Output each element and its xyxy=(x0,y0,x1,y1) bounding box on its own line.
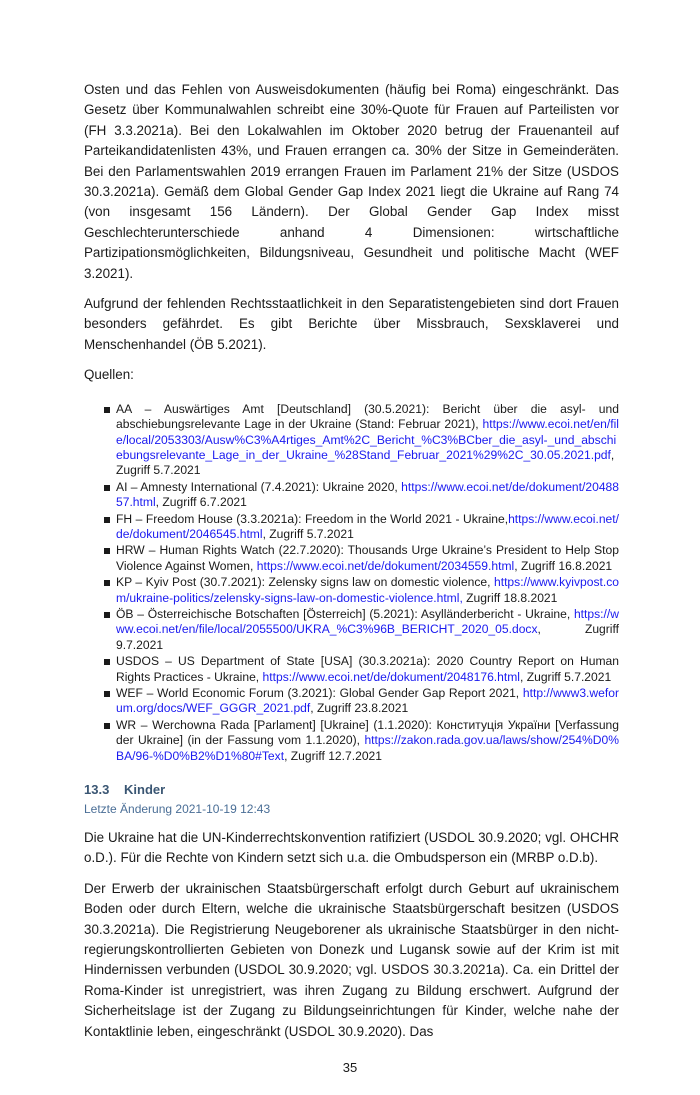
section-number: 13.3 xyxy=(84,782,110,798)
access-date: , Zugriff 16.8.2021 xyxy=(514,558,613,573)
source-item xyxy=(104,512,619,543)
source-link[interactable]: https://www.kyivpost.com/ukraine-politics/zelensky-signs-law-on-domestic-violence.html, xyxy=(116,575,619,605)
access-date: , Zugriff 23.8.2021 xyxy=(310,701,409,716)
source-item xyxy=(104,480,619,511)
page-number: 35 xyxy=(342,1060,358,1076)
source-link[interactable]: https://www.ecoi.net/de/dokument/2034559.html xyxy=(256,558,515,573)
source-link[interactable]: https://www.ecoi.net/en/file/local/2055500/UKRA_%C3%96B_BERICHT_2020_05.docx xyxy=(116,606,619,637)
source-text: KP – Kyiv Post (30.7.2021): Zelensky signs law on domestic violence, xyxy=(116,575,494,590)
document-page xyxy=(84,0,619,1042)
source-item xyxy=(104,718,619,764)
source-text: ÖB – Österreichische Botschaften [Österreich] (5.2021): Asylländerbericht - Ukraine, xyxy=(116,606,574,621)
section-heading xyxy=(84,782,619,797)
source-item xyxy=(104,543,619,574)
source-link[interactable]: https://www.ecoi.net/de/dokument/2048857.html xyxy=(116,479,619,510)
source-item xyxy=(104,607,619,653)
sources-list xyxy=(84,402,619,764)
source-item xyxy=(104,575,619,606)
source-text: WR – Werchowna Rada [Parlament] [Ukraine] (1.1.2020): Конституція України [Verfassung der Ukraine] (in der Fassung vom 1.1.2020), xyxy=(116,717,619,748)
access-date: , Zugriff 5.7.2021 xyxy=(262,526,354,541)
access-date: Zugriff 18.8.2021 xyxy=(462,590,558,605)
access-date: , Zugriff 5.7.2021 xyxy=(520,669,612,684)
source-link[interactable]: https://www.ecoi.net/en/file/local/2053303/Ausw%C3%A4rtiges_Amt%2C_Bericht_%C3%BCber_die_asyl-_und_abschiebungsrelevante_Lage_in_der_Ukraine_%28Stand_Februar_2021%29%2C_30.05.2021.pdf xyxy=(116,417,619,462)
source-link[interactable]: https://zakon.rada.gov.ua/laws/show/254%D0%BA/96-%D0%B2%D1%80#Text xyxy=(116,733,619,763)
source-item xyxy=(104,686,619,717)
last-change: Letzte Änderung 2021-10-19 12:43 xyxy=(84,802,271,817)
access-date: , Zugriff 9.7.2021 xyxy=(116,622,619,652)
access-date: , Zugriff 12.7.2021 xyxy=(284,748,382,763)
source-link[interactable]: https://www.ecoi.net/de/dokument/2048176.html xyxy=(262,669,520,684)
source-text: WEF – World Economic Forum (3.2021): Global Gender Gap Report 2021, xyxy=(116,686,523,700)
source-link[interactable]: http://www3.weforum.org/docs/WEF_GGGR_2021.pdf xyxy=(116,686,619,716)
source-text: FH – Freedom House (3.3.2021a): Freedom in the World 2021 - Ukraine, xyxy=(116,511,509,526)
source-text: HRW – Human Rights Watch (22.7.2020): Thousands Urge Ukraine’s President to Help Stop Violence Against Women, xyxy=(116,543,619,573)
source-item xyxy=(104,654,619,685)
access-date: , Zugriff 6.7.2021 xyxy=(155,495,247,510)
source-text: USDOS – US Department of State [USA] (30.3.2021a): 2020 Country Report on Human Rights Practices - Ukraine, xyxy=(116,654,619,684)
paragraph: Aufgrund der fehlenden Rechtsstaatlichkeit in den Separatistengebieten sind dort Frauen besonders gefährdet. Es gibt Berichte über Missbrauch, Sexsklaverei und Menschenhandel (ÖB 5.2021). xyxy=(84,296,619,352)
section-title: Kinder xyxy=(124,782,166,798)
source-text: AI – Amnesty International (7.4.2021): Ukraine 2020, xyxy=(116,479,402,494)
paragraph: Der Erwerb der ukrainischen Staatsbürgerschaft erfolgt durch Geburt auf ukrainischem Boden oder durch Eltern, welche die ukrainische Staatsbürgerschaft besitzen (USDOS 30.3.2021a). Die Registrierung Neugeborener als ukrainische Staatsbürger in den nicht-regierungskontrollierten Gebieten von Donezk und Lugansk sowie auf der Krim ist mit Hindernissen verbunden (USDOL 30.9.2020; vgl. USDOS 30.3.2021a). Ca. ein Drittel der Roma-Kinder ist unregistriert, was ihren Zugang zu Bildung erschwert. Aufgrund der Sicherheitslage ist der Zugang zu Bildungseinrichtungen für Kinder, welche nahe der Kontaktlinie leben, eingeschränkt (USDOL 30.9.2020). Das xyxy=(84,880,619,1039)
source-item xyxy=(104,402,619,479)
sources-label: Quellen: xyxy=(84,367,134,383)
paragraph: Die Ukraine hat die UN-Kinderrechtskonvention ratifiziert (USDOL 30.9.2020; vgl. OHCHR o.D.). Für die Rechte von Kindern setzt sich u.a. die Ombudsperson ein (MRBP o.D.b). xyxy=(84,830,619,866)
paragraph: Osten und das Fehlen von Ausweisdokumenten (häufig bei Roma) eingeschränkt. Das Gesetz über Kommunalwahlen schreibt eine 30%-Quote für Frauen auf Parteilisten vor (FH 3.3.2021a). Bei den Lokalwahlen im Oktober 2020 betrug der Frauenanteil auf Parteikandidatenlisten 43%, und Frauen errangen ca. 30% der Sitze in Gemeinderäten. Bei den Parlamentswahlen 2019 errangen Frauen im Parlament 21% der Sitze (USDOS 30.3.2021a). Gemäß dem Global Gender Gap Index 2021 liegt die Ukraine auf Rang 74 (von insgesamt 156 Ländern). Der Global Gender Gap Index misst Geschlechterunterschiede anhand 4 Dimensionen: wirtschaftliche Partizipationsmöglichkeiten, Bildungsniveau, Gesundheit und politische Macht (WEF 3.2021). xyxy=(84,82,619,281)
access-date: , Zugriff 5.7.2021 xyxy=(116,447,615,478)
source-link[interactable]: https://www.ecoi.net/de/dokument/2046545.html xyxy=(116,511,619,541)
source-text: AA – Auswärtiges Amt [Deutschland] (30.5.2021): Bericht über die asyl- und abschiebungsrelevante Lage in der Ukraine (Stand: Februar 2021), xyxy=(116,401,619,432)
